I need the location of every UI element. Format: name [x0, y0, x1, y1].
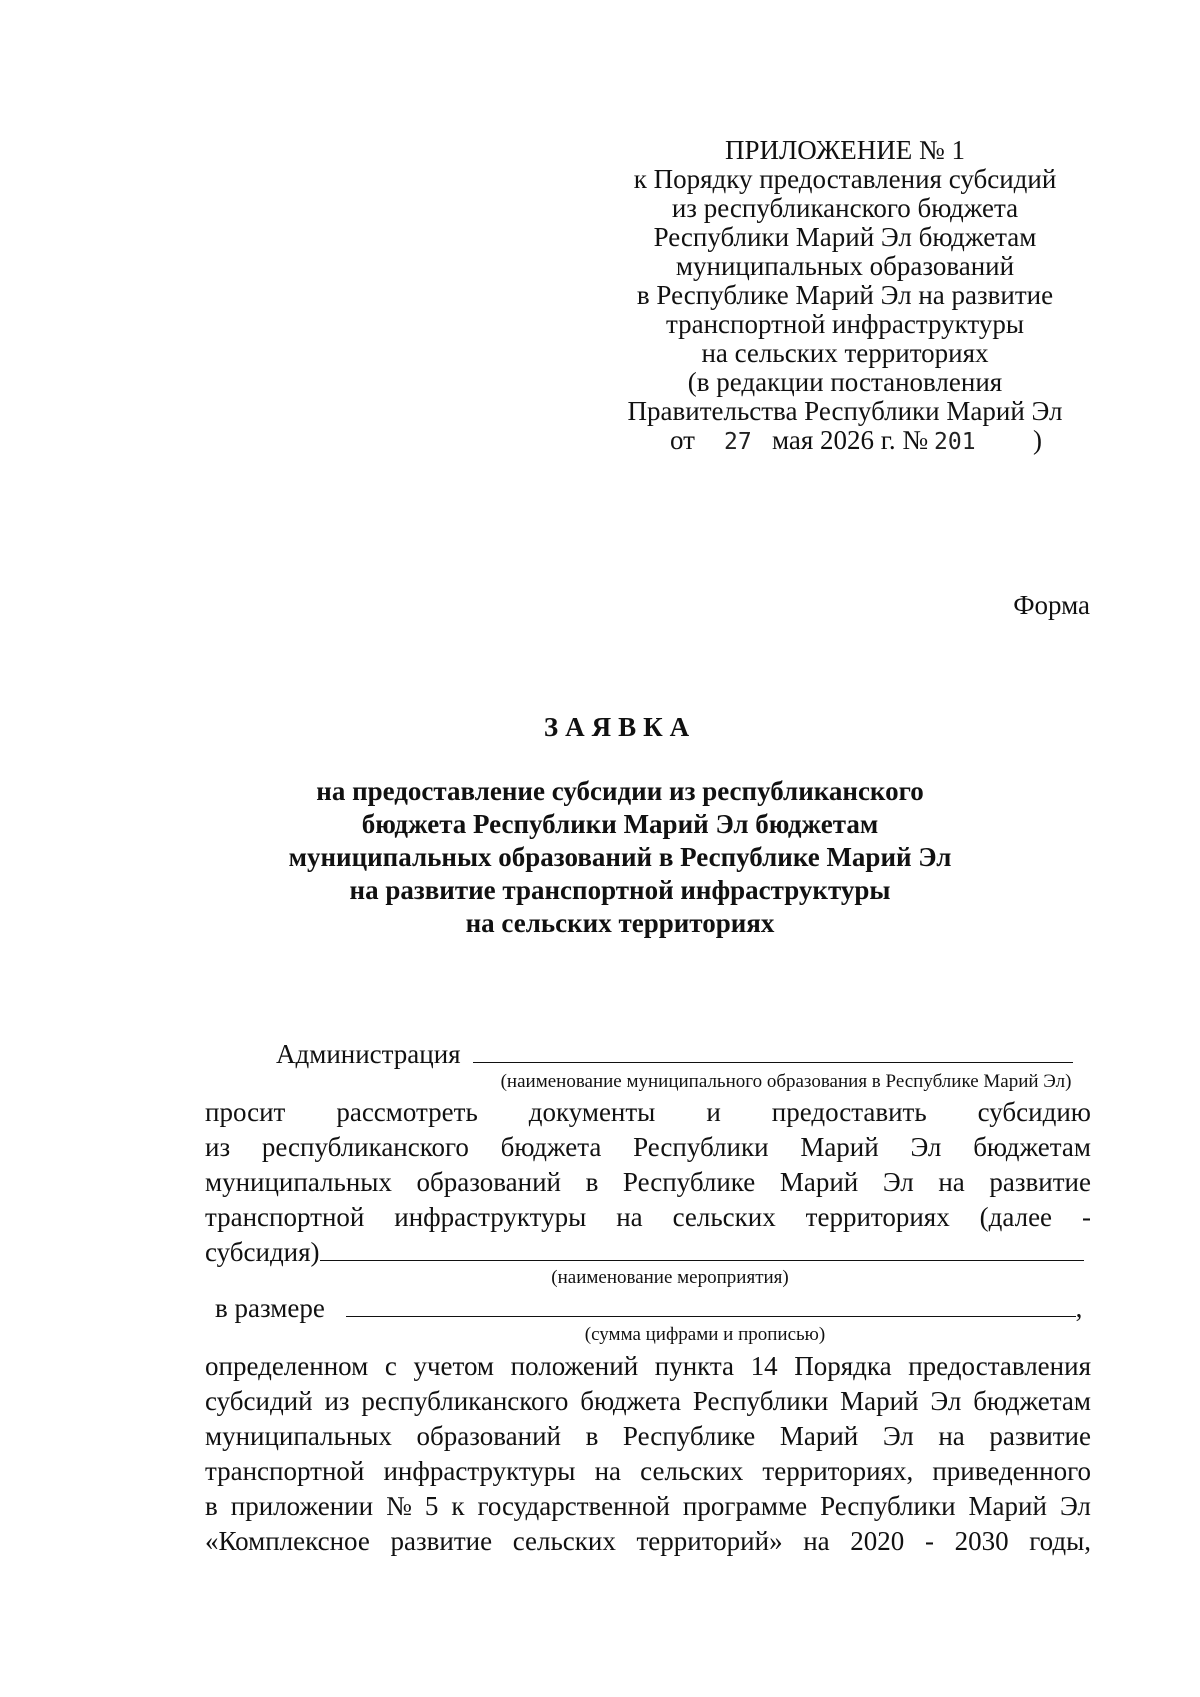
- word: учетом: [413, 1351, 495, 1381]
- word: -: [924, 1526, 934, 1556]
- subsidy-row: [205, 1236, 1091, 1269]
- amount-field[interactable]: [346, 1294, 1076, 1317]
- word: республиканского: [261, 1132, 469, 1162]
- word: Эл: [930, 1386, 962, 1416]
- word: сельских: [512, 1526, 616, 1556]
- date-close-paren: ): [1033, 425, 1042, 455]
- paragraph-line-2: [205, 1385, 1091, 1418]
- word: определенном: [205, 1351, 369, 1381]
- appendix-line: транспортной инфраструктуры: [665, 309, 1025, 339]
- word: бюджета: [580, 1386, 681, 1416]
- word: предоставить: [771, 1097, 927, 1127]
- word: республиканского: [361, 1386, 569, 1416]
- appendix-line: (в редакции постановления: [687, 367, 1003, 397]
- resolution-date-line: [600, 426, 1090, 455]
- subtitle-line: бюджета Республики Марий Эл бюджетам: [361, 809, 879, 839]
- appendix-line: к Порядку предоставления субсидий: [633, 164, 1057, 194]
- word: Республике: [622, 1421, 756, 1451]
- word: сельских: [672, 1202, 776, 1232]
- word: 14: [750, 1351, 778, 1381]
- word: программе: [682, 1491, 808, 1521]
- word: Эл: [1059, 1491, 1091, 1521]
- word: муниципальных: [205, 1167, 392, 1197]
- document-subtitle: [0, 775, 1200, 940]
- word: образований: [416, 1421, 561, 1451]
- word: Марий: [968, 1491, 1047, 1521]
- word: на: [938, 1421, 965, 1451]
- word: в: [585, 1421, 599, 1451]
- paragraph-line-1: [205, 1350, 1091, 1383]
- word: положений: [510, 1351, 639, 1381]
- word: приложении: [230, 1491, 374, 1521]
- word: Республики: [633, 1132, 769, 1162]
- word: 5: [424, 1491, 439, 1521]
- word: рассмотреть: [336, 1097, 478, 1127]
- word: №: [386, 1491, 412, 1521]
- paragraph-line-6: [205, 1525, 1091, 1558]
- appendix-line: на сельских территориях: [701, 338, 989, 368]
- word: государственной: [477, 1491, 670, 1521]
- form-label: Форма: [1013, 590, 1090, 620]
- amount-row: [215, 1292, 1091, 1325]
- amount-comma: ,: [1075, 1293, 1083, 1323]
- body-line-4: [205, 1201, 1091, 1234]
- appendix-line: муниципальных образований: [675, 251, 1015, 281]
- word: развитие: [989, 1421, 1091, 1451]
- date-month-year: мая 2026 г. №: [772, 425, 929, 455]
- paragraph-line-3: [205, 1420, 1091, 1453]
- amount-label: в размере: [215, 1293, 325, 1323]
- word: годы,: [1029, 1526, 1091, 1556]
- date-prefix: от: [670, 425, 695, 455]
- word: бюджета: [500, 1132, 602, 1162]
- word: транспортной: [205, 1202, 365, 1232]
- body-line-2: [205, 1131, 1091, 1164]
- word: инфраструктуры: [394, 1202, 587, 1232]
- word: инфраструктуры: [383, 1456, 576, 1486]
- word: на: [938, 1167, 965, 1197]
- word: в: [585, 1167, 599, 1197]
- word: из: [205, 1132, 231, 1162]
- administration-label: Администрация: [276, 1039, 461, 1069]
- word: из: [324, 1386, 350, 1416]
- appendix-line: из республиканского бюджета: [671, 193, 1019, 223]
- word: Республики: [692, 1386, 829, 1416]
- municipality-name-field[interactable]: [473, 1040, 1073, 1063]
- word: Республике: [622, 1167, 756, 1197]
- word: приведенного: [932, 1456, 1091, 1486]
- appendix-line: в Республике Марий Эл на развитие: [636, 280, 1054, 310]
- amount-caption: (сумма цифрами и прописью): [584, 1324, 826, 1345]
- subtitle-line: на сельских территориях: [465, 908, 775, 938]
- word: Порядка: [794, 1351, 892, 1381]
- word: Марий: [779, 1421, 859, 1451]
- word: транспортной: [205, 1456, 365, 1486]
- word: предоставления: [908, 1351, 1091, 1381]
- word: на: [616, 1202, 643, 1232]
- word: муниципальных: [205, 1421, 392, 1451]
- word: и: [706, 1097, 721, 1127]
- paragraph-line-5: [205, 1490, 1091, 1523]
- appendix-line: ПРИЛОЖЕНИЕ № 1: [724, 135, 966, 165]
- word: Марий: [840, 1386, 919, 1416]
- word: Марий: [779, 1167, 859, 1197]
- appendix-header: [600, 136, 1090, 455]
- word: пункта: [654, 1351, 735, 1381]
- paragraph-line-4: [205, 1455, 1091, 1488]
- word: на: [594, 1456, 622, 1486]
- word: сельских: [640, 1456, 744, 1486]
- word: бюджетам: [973, 1386, 1091, 1416]
- word: «Комплексное: [205, 1526, 370, 1556]
- municipality-caption: (наименование муниципального образования в Республике Марий Эл): [500, 1071, 1072, 1092]
- word: субсидию: [977, 1097, 1091, 1127]
- word: Эл: [882, 1421, 914, 1451]
- resolution-number: 201: [934, 429, 976, 455]
- word: 2030: [954, 1526, 1009, 1556]
- subtitle-line: на предоставление субсидии из республиканского: [316, 776, 924, 806]
- word: территорий»: [636, 1526, 783, 1556]
- word: образований: [416, 1167, 561, 1197]
- body-line-1: [205, 1096, 1091, 1129]
- word: документы: [528, 1097, 656, 1127]
- word: Марий: [800, 1132, 879, 1162]
- subtitle-line: на развитие транспортной инфраструктуры: [349, 875, 891, 905]
- word: территориях,: [762, 1456, 914, 1486]
- word: Республики: [820, 1491, 956, 1521]
- appendix-line: Правительства Республики Марий Эл: [627, 396, 1063, 426]
- event-name-field[interactable]: [320, 1238, 1084, 1261]
- subsidy-label: субсидия): [205, 1237, 320, 1267]
- document-title: ЗАЯВКА: [543, 712, 697, 742]
- word: развитие: [390, 1526, 493, 1556]
- word: -: [1081, 1202, 1091, 1232]
- word: к: [451, 1491, 465, 1521]
- body-line-3: [205, 1166, 1091, 1199]
- date-day: 27: [724, 429, 752, 455]
- word: развитие: [989, 1167, 1091, 1197]
- administration-row: [276, 1038, 1091, 1071]
- word: просит: [205, 1097, 286, 1127]
- word: Эл: [882, 1167, 914, 1197]
- appendix-line: Республики Марий Эл бюджетам: [653, 222, 1037, 252]
- word: бюджетам: [973, 1132, 1091, 1162]
- word: в: [205, 1491, 218, 1521]
- word: Эл: [910, 1132, 942, 1162]
- word: 2020: [850, 1526, 905, 1556]
- word: с: [384, 1351, 397, 1381]
- word: (далее: [979, 1202, 1053, 1232]
- subtitle-line: муниципальных образований в Республике Марий Эл: [288, 842, 952, 872]
- event-caption: (наименование мероприятия): [551, 1267, 789, 1288]
- word: на: [803, 1526, 830, 1556]
- word: субсидий: [205, 1386, 313, 1416]
- word: территориях: [805, 1202, 950, 1232]
